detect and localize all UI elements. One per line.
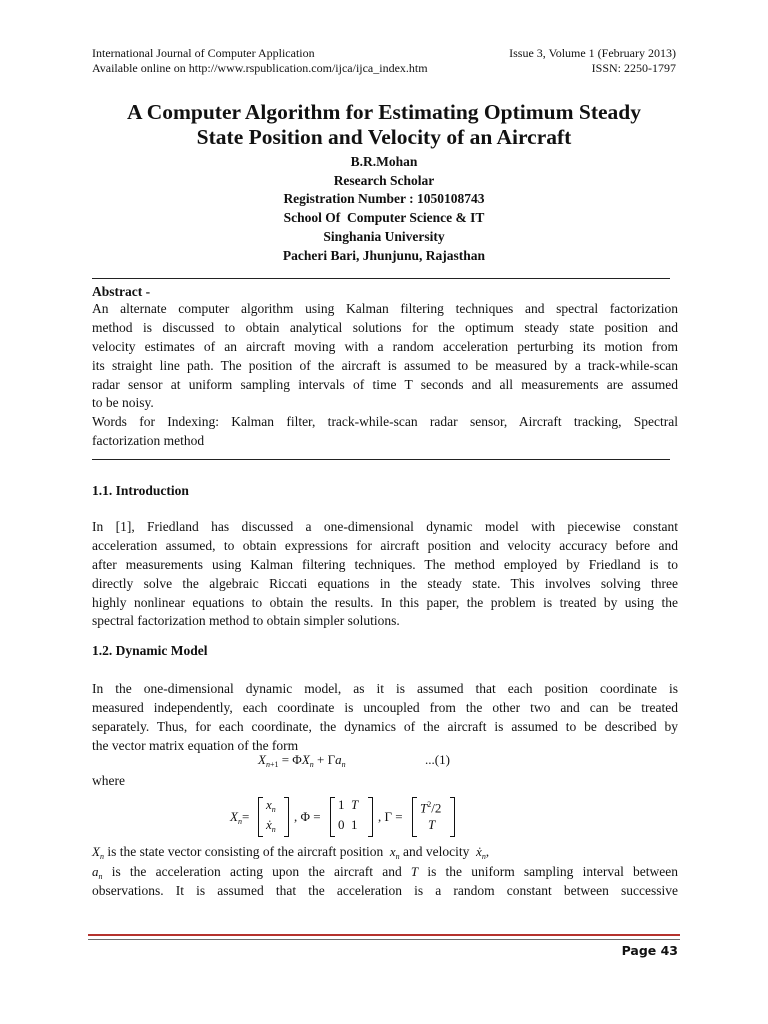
state-vector-line	[92, 843, 678, 865]
footer-rule	[88, 934, 680, 936]
journal-url: Available online on http://www.rspublication.com/ijca/ijca_index.htm	[92, 61, 428, 75]
abstract-line: radar sensor at uniform sampling intervals of time T seconds and all measurements are assumed	[92, 376, 678, 392]
author-name: B.R.Mohan	[350, 154, 418, 169]
intro-line: spectral factorization method to obtain simpler solutions.	[92, 613, 400, 629]
section-intro-heading: 1.1. Introduction	[92, 483, 189, 498]
keywords-line: Words for Indexing: Kalman filter, track-while-scan radar sensor, Aircraft tracking, Spectral	[92, 414, 678, 430]
model-line: separately. Thus, for each coordinate, the dynamics of the aircraft is assumed to be described by	[92, 718, 678, 734]
abstract-line: method is discussed to obtain analytical solutions for the optimum steady state position and	[92, 319, 678, 335]
author-school: School Of Computer Science & IT	[283, 210, 485, 226]
equation-1: $X_{n+1} = \Phi X_n + \Gamma a_n$	[258, 752, 346, 769]
abstract-line: velocity estimates of an aircraft moving with a random acceleration perturbing its motion from	[92, 338, 678, 354]
author-role: Research Scholar	[333, 172, 435, 188]
journal-name: International Journal of Computer Application	[92, 46, 315, 60]
abstract-line: An alternate computer algorithm using Kalman filtering techniques and spectral factorization	[92, 301, 678, 316]
intro-line: acceleration assumed, to obtain expressions for aircraft position and velocity accuracy before and	[92, 537, 678, 553]
section-intro-body	[92, 518, 678, 631]
model-line: In the one-dimensional dynamic model, as it is assumed that each position coordinate is	[92, 681, 678, 696]
author-location: Pacheri Bari, Jhunjunu, Rajasthan	[282, 247, 486, 263]
divider-top	[92, 278, 670, 279]
keywords-line: factorization method	[92, 433, 205, 449]
divider-bottom	[92, 459, 670, 460]
accel-line	[92, 863, 678, 882]
accel-symbol: $a_n$	[92, 864, 103, 881]
position-symbol: $x_n$	[389, 844, 400, 861]
abstract-heading: Abstract -	[92, 284, 151, 299]
abstract-line: to be noisy.	[92, 395, 154, 411]
intro-line: directly solve the algebraic Riccati equations in the steady state. This involves solving three	[92, 575, 678, 591]
state-desc-a: is the state vector consisting of the aircraft position	[107, 844, 384, 859]
intro-line: highly nonlinear equations to obtain the results. In this paper, the problem is treated by using the	[92, 594, 678, 610]
intro-line: In [1], Friedland has discussed a one-dimensional dynamic model with piecewise constant	[92, 519, 678, 534]
model-line: the vector matrix equation of the form	[92, 737, 299, 753]
where-label: where	[92, 773, 125, 788]
title-line-2: State Position and Velocity of an Aircraft	[196, 125, 572, 149]
matrix-definitions: $X_n=$ $x_n$ $ẋ_n$ , Φ = 1 T 0 1 , Γ = $T^2/2$ T	[230, 797, 490, 839]
accel-line-2: observations. It is assumed that the acceleration is a random constant between successive	[92, 882, 678, 898]
model-line: measured independently, each coordinate is uncoupled from the other two and can be treated	[92, 699, 678, 715]
paper-title	[40, 100, 728, 150]
title-line-1: A Computer Algorithm for Estimating Optimum Steady	[126, 100, 642, 124]
accel-desc-a: is the acceleration acting upon the aircraft and	[111, 864, 402, 879]
issue-info: Issue 3, Volume 1 (February 2013)	[509, 46, 676, 60]
abstract-body	[92, 300, 678, 451]
footer-rule-thin	[88, 939, 680, 940]
author-university: Singhania University	[323, 228, 445, 244]
section-model-heading: 1.2. Dynamic Model	[92, 643, 208, 658]
accel-paragraph	[92, 863, 678, 901]
author-registration: Registration Number : 1050108743	[283, 191, 485, 207]
accel-desc-b: is the uniform sampling interval between	[427, 864, 679, 879]
state-desc-b: and velocity	[403, 844, 470, 859]
equation-number: ...(1)	[425, 752, 450, 767]
issn: ISSN: 2250-1797	[591, 61, 676, 75]
page-number: Page 43	[621, 943, 678, 958]
section-model-body	[92, 680, 678, 756]
velocity-symbol: $ẋ_n$,	[476, 844, 490, 861]
author-block	[40, 153, 728, 265]
period-symbol: T	[410, 864, 419, 879]
intro-line: after measurements using Kalman filtering techniques. The method employed by Friedland is to	[92, 556, 678, 572]
abstract-line: its straight line path. The position of the aircraft is assumed to be measured by a track-while-scan	[92, 357, 678, 373]
state-symbol: $X_n$	[92, 844, 104, 861]
